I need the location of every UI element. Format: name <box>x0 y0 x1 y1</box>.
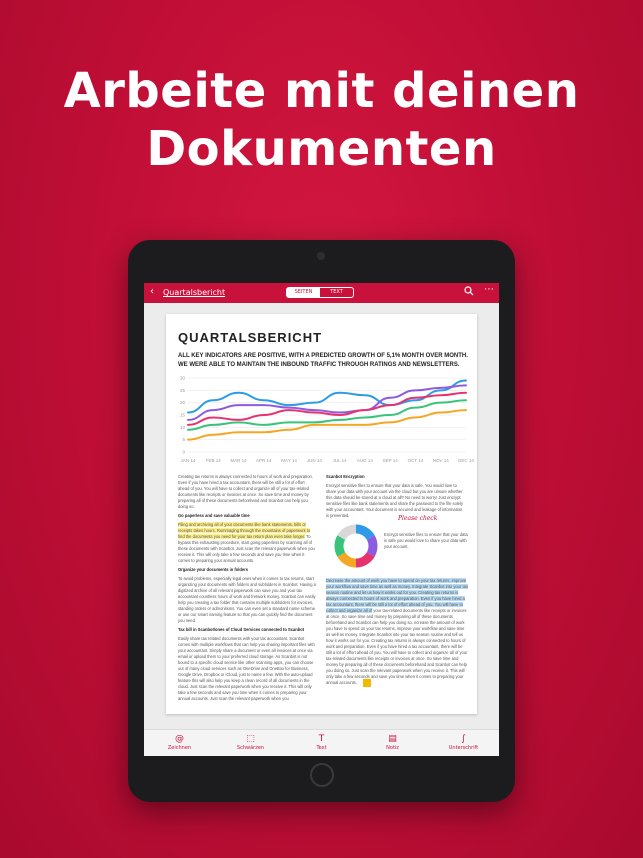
home-button[interactable] <box>310 763 334 787</box>
view-segmented-control <box>286 287 354 298</box>
tool-label: Zeichnen <box>167 745 192 751</box>
segment-seiten[interactable]: SEITEN <box>287 288 320 297</box>
tool-at-sign[interactable] <box>144 730 215 756</box>
left-heading-3: Tax bill in Scanbot/ones of Cloud Services connected to Scanbot <box>178 627 305 632</box>
signature-icon: ∫ <box>461 734 466 744</box>
handwritten-note[interactable]: Please check <box>398 515 438 522</box>
x-tick-label: NOV 14 <box>432 458 449 463</box>
donut-slice <box>341 555 356 564</box>
blue-selection-highlight[interactable]: Decrease the amount of work you have to spend on your tax returns, improve your workflow and save time as well as money. Integrate Scanbot into your tax season routine and let us how it works out for you. Creating tax returns is always connected to hours of work and preparation. Even if you have hired a tax accountant, there will be still a lot of effort ahead of you. You will have to collect and organize all of <box>326 578 468 613</box>
tool-label: Notiz <box>386 745 399 751</box>
y-tick-label: 20 <box>179 400 185 406</box>
headline-line-1: Arbeite mit deinen <box>63 63 580 119</box>
yellow-highlight[interactable]: Filing and archiving all of your documents like bank statements, bills or receipts takes hours. Rummaging through the mountains of paperwork to find the documents you need for your tax return plan even take longer. <box>178 522 311 539</box>
tool-note[interactable] <box>357 730 428 756</box>
y-tick-label: 5 <box>182 437 185 443</box>
tool-redact[interactable] <box>215 730 286 756</box>
x-tick-label: DEC 14 <box>458 458 474 463</box>
document-page[interactable] <box>166 314 477 714</box>
document-title-link[interactable]: Quartalsbericht <box>163 288 226 297</box>
x-tick-label: JUN 14 <box>306 458 322 463</box>
more-icon[interactable]: ⋯ <box>484 284 494 295</box>
left-intro: Creating tax returns is always connected to hours of work and preparation. Even if you have hired a tax accountant, there will be still a lot of effort ahead of you. You will have to collect and organize all of your tax-related documents like receipts or invoices at once. So save time and money by preparing all of these documents beforehand and Scanbot can help you doing so. <box>178 474 313 509</box>
right-side-text: Encrypt sensitive files to ensure that your data is safe you would love to share your data with your account. <box>384 532 468 549</box>
x-tick-label: SEP 14 <box>382 458 398 463</box>
right-column-top <box>326 474 466 522</box>
x-tick-label: JAN 14 <box>180 458 196 463</box>
note-icon: ▤ <box>388 734 397 744</box>
left-paragraph-2: To avoid problems, especially legal ones when it comes to tax returns, start organizing your documents with folders and subfolders in Scanbot. Having a digitized archive of all relevant paperwork can save you and your tax accountant countless hours of work and fretwork money. Scanbot can easily help you creating a tax folder that contains multiple subfolders for invoices, standing orders or admonitions. You can even set a standard name scheme or use our smart naming feature so that you can quickly find the document you need. <box>178 576 316 623</box>
x-tick-label: MAR 14 <box>230 458 247 463</box>
donut-chart <box>332 522 380 570</box>
tool-label: Unterschrift <box>448 745 479 751</box>
tool-label: Schwärzen <box>236 745 265 751</box>
tablet-device <box>128 240 515 802</box>
left-heading-2: Organize your documents in folders <box>178 567 249 572</box>
camera-icon <box>317 252 325 260</box>
right-paragraph-1: Encrypt sensitive files to ensure that your data is safe. You would love to share your data with your account via the cloud but you are unsure whether this data should be stored at a cloud at all? No need to worry! Just encrypt sensitive files like bank statements and share the password to the file solely with your accountant. Your document is secured and leakage of information is prevented. <box>326 483 463 518</box>
left-column <box>178 474 316 705</box>
right-column-bottom <box>326 578 468 689</box>
x-tick-label: OCT 14 <box>407 458 424 463</box>
text-icon: T <box>318 734 325 744</box>
donut-slice <box>339 538 341 555</box>
y-tick-label: 25 <box>179 387 185 393</box>
left-paragraph-1-rest: To bypass this exhausting procedure, start going paperless by scanning all of these documents with Scanbot. Just scan the relevant paperwork when you receive it. This will only take a few seconds and save you time when it comes to preparing your annual accounts. <box>178 534 315 563</box>
right-heading-1: Scanbot Encryption <box>326 474 365 479</box>
left-paragraph-1 <box>178 522 316 564</box>
chevron-left-icon[interactable]: ‹ <box>150 286 154 297</box>
line-chart <box>172 374 472 466</box>
headline-line-2: Dokumenten <box>146 121 497 177</box>
y-tick-label: 30 <box>179 375 185 381</box>
donut-slice <box>371 538 373 555</box>
at-sign-icon: @ <box>175 734 184 744</box>
x-tick-label: FEB 14 <box>205 458 221 463</box>
top-toolbar <box>144 283 499 303</box>
donut-slice <box>341 529 356 538</box>
redact-icon: ⬚ <box>246 734 255 744</box>
x-tick-label: APR 14 <box>256 458 272 463</box>
tool-text[interactable] <box>286 730 357 756</box>
app-screen <box>144 283 499 756</box>
search-icon[interactable] <box>464 286 474 299</box>
right-paragraph-2-rest: your tax-related documents like receipts or invoices at once. So save time and money by preparing all of these documents beforehand and Scanbot can help you doing so. ecrease the amount of work you have to spend on your tax returns, improve your workflow and save time as well as money. Integrate Scanbot into your tax season routine and tell us how it works out for you. Creating tax returns is always connected to hours of work and preparation. Even if you have hired a tax accountant, there will be still a lot of effort ahead of you. You will have to collect and organize all of your tax-related documents like receipts or invoices at once. So save time and money by preparing all of these documents beforehand and Scanbot can help you doing so. Just scan the relevant paperwork when you receive it. This will only take a few seconds and save you time when it comes to preparing your annual accounts. <box>326 608 468 685</box>
annotation-toolbar <box>144 729 499 756</box>
page-subtitle: ALL KEY INDICATORS ARE POSITIVE, WITH A PREDICTED GROWTH OF 5,1% MONTH OVER MONTH. WE WERE ABLE TO MAINTAIN THE INBOUND TRAFFIC THROUGH RATINGS AND NEWSLETTERS. <box>178 353 468 368</box>
left-heading-1: Go paperless and save valuable time <box>178 513 250 518</box>
segment-text[interactable]: TEXT <box>330 289 343 295</box>
right-paragraph-2 <box>326 578 468 686</box>
y-tick-label: 15 <box>179 412 185 418</box>
donut-slice <box>356 529 371 538</box>
tool-signature[interactable] <box>428 730 499 756</box>
y-tick-label: 10 <box>179 424 185 430</box>
page-title: QUARTALSBERICHT <box>178 330 323 345</box>
sticky-note-icon[interactable] <box>363 679 371 687</box>
y-tick-label: 0 <box>182 449 185 455</box>
headline <box>0 62 643 178</box>
x-tick-label: AUG 14 <box>356 458 373 463</box>
donut-slice <box>356 555 371 564</box>
tool-label: Text <box>316 745 327 751</box>
left-paragraph-3: Easily share tax related documents with your tax accountant. Scanbot comes with multiple workflows that can help you sharing important files with your accountant. Simply share a document or even all invoices at once via email or upload them to your preferred cloud storage. As Scanbot is not bound to a specific cloud service like other scanning apps, you can choose out of many cloud services such as OneDrive and OneBox for Business, Google Drive, Dropbox or iCloud, just to name a few. With the auto-upload feature this will also help you keep a clean record of all documents in the cloud. Just scan the relevant paperwork when you receive it. This will only take a few seconds and save you time when it comes to preparing your annual accounts. Just scan the relevant paperwork when you <box>178 636 315 701</box>
x-tick-label: JUL 14 <box>332 458 347 463</box>
x-tick-label: MAY 14 <box>281 458 297 463</box>
